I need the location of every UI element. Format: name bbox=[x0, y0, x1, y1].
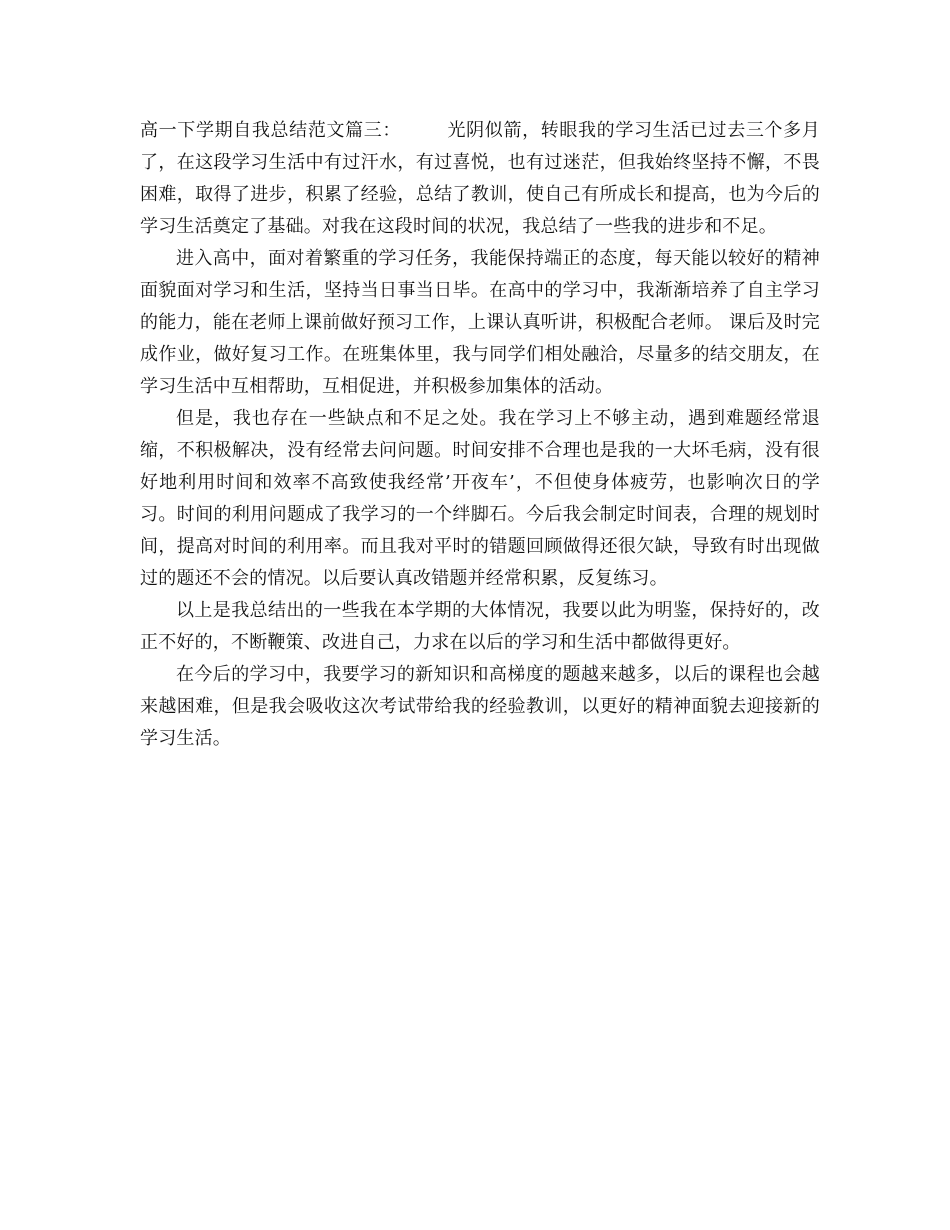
paragraph-4: 以上是我总结出的一些我在本学期的大体情况，我要以此为明鉴，保持好的，改正不好的，不断鞭策、改进自己，力求在以后的学习和生活中都做得更好。 bbox=[140, 600, 820, 653]
paragraph-5: 在今后的学习中，我要学习的新知识和高梯度的题越来越多，以后的课程也会越来越困难，但是我会吸收这次考试带给我的经验教训，以更好的精神面貌去迎接新的学习生活。 bbox=[140, 664, 820, 749]
paragraph-3: 但是，我也存在一些缺点和不足之处。我在学习上不够主动，遇到难题经常退缩，不积极解决，没有经常去问问题。时间安排不合理也是我的一大坏毛病，没有很好地利用时间和效率不高致使我经常’开夜车’，不但使身体疲劳，也影响次日的学习。时间的利用问题成了我学习的一个绊脚石。今后我会制定时间表，合理的规划时间，提高对时间的利用率。而且我对平时的错题回顾做得还很欠缺，导致有时出现做过的题还不会的情况。以后要认真改错题并经常积累，反复练习。 bbox=[140, 408, 820, 589]
paragraph-1-text: 光阴似箭，转眼我的学习生活已过去三个多月了，在这段学习生活中有过汗水，有过喜悦，也有过迷茫，但我始终坚持不懈，不畏困难，取得了进步，积累了经验，总结了教训，使自己有所成长和提高，也为今后的学习生活奠定了基础。对我在这段时间的状况，我总结了一些我的进步和不足。 bbox=[140, 120, 820, 237]
paragraph-2: 进入高中，面对着繁重的学习任务，我能保持端正的态度，每天能以较好的精神面貌面对学习和生活，坚持当日事当日毕。在高中的学习中，我渐渐培养了自主学习的能力，能在老师上课前做好预习工作，上课认真听讲，积极配合老师。 课后及时完成作业，做好复习工作。在班集体里，我与同学们相处融洽，尽量多的结交朋友，在学习生活中互相帮助，互相促进，并积极参加集体的活动。 bbox=[140, 248, 820, 397]
document-body bbox=[140, 115, 820, 755]
document-title: 高一下学期自我总结范文篇三： bbox=[140, 120, 402, 141]
intro-paragraph bbox=[140, 115, 820, 243]
